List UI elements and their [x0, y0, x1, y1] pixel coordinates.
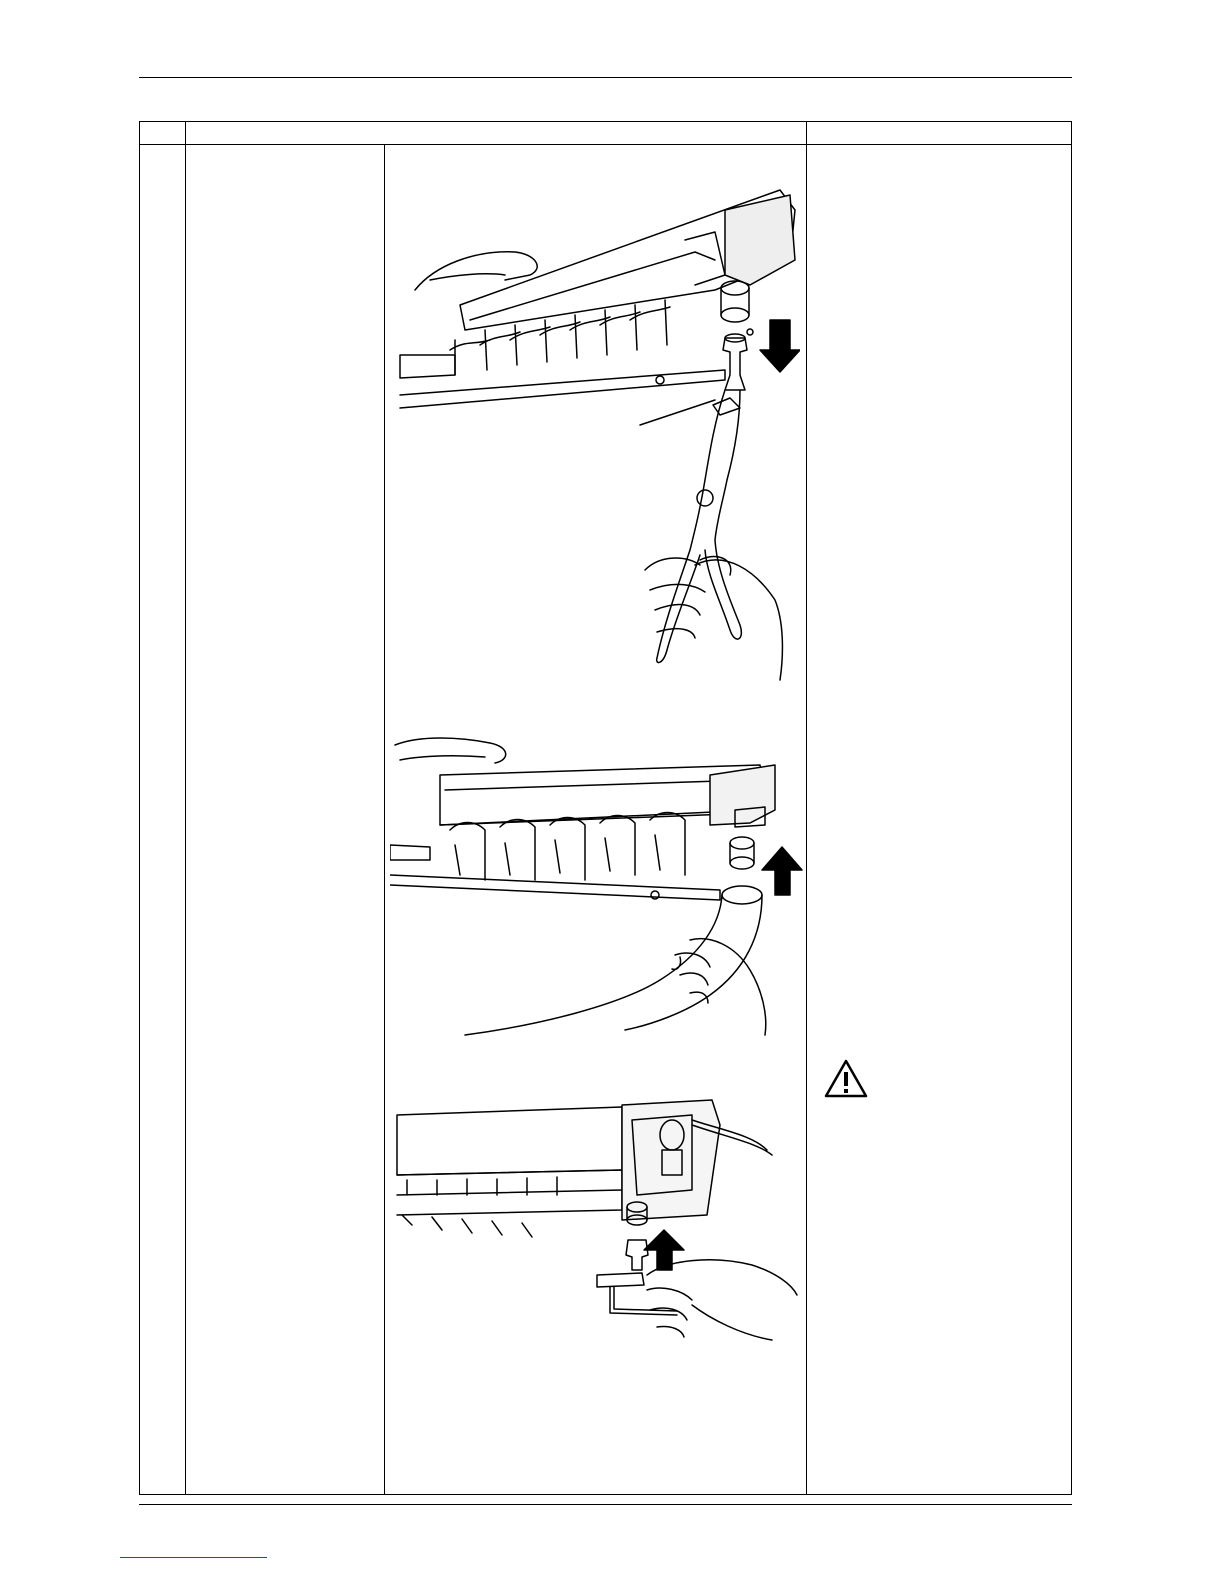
- footer-rule: [139, 1504, 1072, 1505]
- table-header-divider: [139, 144, 1072, 145]
- table-top-border: [139, 121, 1072, 122]
- table-bottom-border: [139, 1494, 1072, 1495]
- table-col2-divider: [384, 144, 385, 1495]
- pliers-removing-drain-plug-illustration: [395, 180, 800, 690]
- table-col1-divider: [185, 121, 186, 1495]
- table-col3-divider: [806, 121, 807, 1495]
- table-right-border: [1071, 121, 1072, 1495]
- header-rule: [139, 77, 1072, 78]
- warning-triangle-icon: [823, 1058, 869, 1100]
- drain-hose-insertion-illustration: [390, 735, 805, 1045]
- footer-link[interactable]: [120, 1557, 267, 1558]
- drain-plug-insertion-illustration: [392, 1095, 802, 1355]
- table-left-border: [139, 121, 140, 1495]
